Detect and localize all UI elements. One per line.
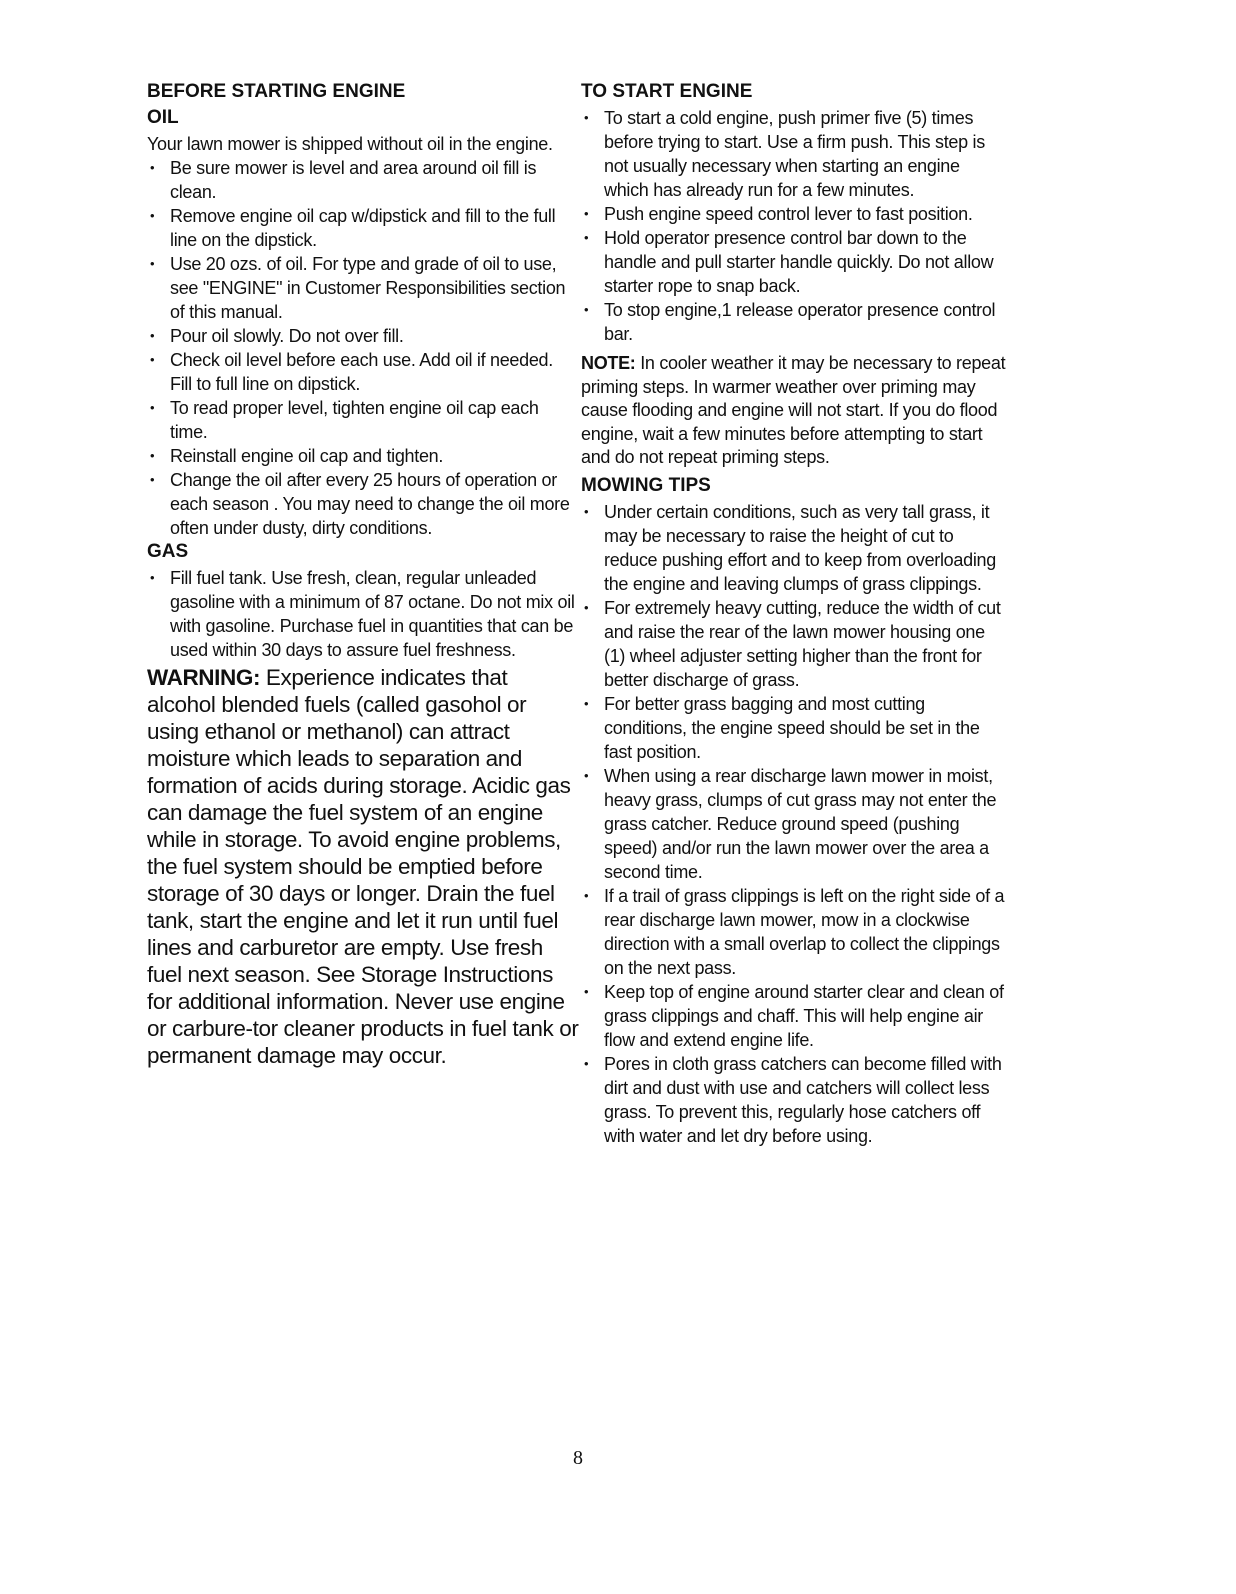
tip-item: • For better grass bagging and most cutting conditions, the engine speed should be set in the fast position.: [581, 692, 1006, 764]
oil-item: • Pour oil slowly. Do not over fill.: [147, 324, 579, 348]
oil-heading: OIL: [147, 107, 179, 128]
oil-item: • Be sure mower is level and area around oil fill is clean.: [147, 156, 579, 204]
note-paragraph: [581, 352, 1006, 470]
oil-item: • Change the oil after every 25 hours of operation or each season . You may need to change the oil more often under dusty, dirty conditions.: [147, 468, 579, 540]
warning-text: Experience indicates that alcohol blended fuels (called gasohol or using ethanol or methanol) can attract moisture which leads to separation and formation of acids during storage. Acidic gas can damage the fuel system of an engine while in storage. To avoid engine problems, the fuel system should be emptied before storage of 30 days or longer. Drain the fuel tank, start the engine and let it run until fuel lines and carburetor are empty. Use fresh fuel next season. See Storage Instructions for additional information. Never use engine or carbure-tor cleaner products in fuel tank or permanent damage may occur.: [147, 665, 579, 1068]
gas-heading: GAS: [147, 541, 189, 562]
right-column: [581, 80, 1006, 1148]
tip-item: • Keep top of engine around starter clear and clean of grass clippings and chaff. This will help engine air flow and extend engine life.: [581, 980, 1006, 1052]
tip-item: • For extremely heavy cutting, reduce the width of cut and raise the rear of the lawn mower housing one (1) wheel adjuster setting higher than the front for better discharge of grass.: [581, 596, 1006, 692]
warning-label: WARNING:: [147, 665, 261, 690]
oil-list: [147, 156, 579, 540]
note-label: NOTE:: [581, 353, 636, 373]
oil-item: • Remove engine oil cap w/dipstick and fill to the full line on the dipstick.: [147, 204, 579, 252]
tip-item: • Pores in cloth grass catchers can become filled with dirt and dust with use and catchers will collect less grass. To prevent this, regularly hose catchers off with water and let dry before using.: [581, 1052, 1006, 1148]
oil-item: • Check oil level before each use. Add oil if needed. Fill to full line on dipstick.: [147, 348, 579, 396]
tips-list: [581, 500, 1006, 1148]
start-item: • Hold operator presence control bar down to the handle and pull starter handle quickly. Do not allow starter rope to snap back.: [581, 226, 1006, 298]
before-starting-engine-heading: BEFORE STARTING ENGINE: [147, 81, 406, 102]
warning-paragraph: [147, 664, 579, 1069]
oil-intro: Your lawn mower is shipped without oil in the engine.: [147, 134, 553, 154]
tip-item: • If a trail of grass clippings is left on the right side of a rear discharge lawn mower, mow in a clockwise direction with a small overlap to collect the clippings on the next pass.: [581, 884, 1006, 980]
start-item: • To start a cold engine, push primer five (5) times before trying to start. Use a firm push. This step is not usually necessary when starting an engine which has already run for a few minutes.: [581, 106, 1006, 202]
to-start-engine-heading: TO START ENGINE: [581, 81, 753, 102]
start-item: • Push engine speed control lever to fast position.: [581, 202, 1006, 226]
tip-item: • Under certain conditions, such as very tall grass, it may be necessary to raise the height of cut to reduce pushing effort and to keep from overloading the engine and leaving clumps of grass clippings.: [581, 500, 1006, 596]
tip-item: • When using a rear discharge lawn mower in moist, heavy grass, clumps of cut grass may not enter the grass catcher. Reduce ground speed (pushing speed) and/or run the lawn mower over the area a second time.: [581, 764, 1006, 884]
page-number: 8: [573, 1447, 583, 1469]
mowing-tips-heading: MOWING TIPS: [581, 474, 711, 496]
oil-item: • Use 20 ozs. of oil. For type and grade of oil to use, see "ENGINE" in Customer Responsibilities section of this manual.: [147, 252, 579, 324]
gas-item: • Fill fuel tank. Use fresh, clean, regular unleaded gasoline with a minimum of 87 octane. Do not mix oil with gasoline. Purchase fuel in quantities that can be used within 30 days to assure fuel freshness.: [147, 566, 579, 662]
oil-item: • Reinstall engine oil cap and tighten.: [147, 444, 579, 468]
start-item: • To stop engine,1 release operator presence control bar.: [581, 298, 1006, 346]
note-text: In cooler weather it may be necessary to repeat priming steps. In warmer weather over priming may cause flooding and engine will not start. If you do flood engine, wait a few minutes before attempting to start and do not repeat priming steps.: [581, 353, 1006, 467]
start-list: [581, 106, 1006, 346]
gas-list: [147, 566, 579, 662]
oil-item: • To read proper level, tighten engine oil cap each time.: [147, 396, 579, 444]
left-column: [147, 80, 579, 1069]
